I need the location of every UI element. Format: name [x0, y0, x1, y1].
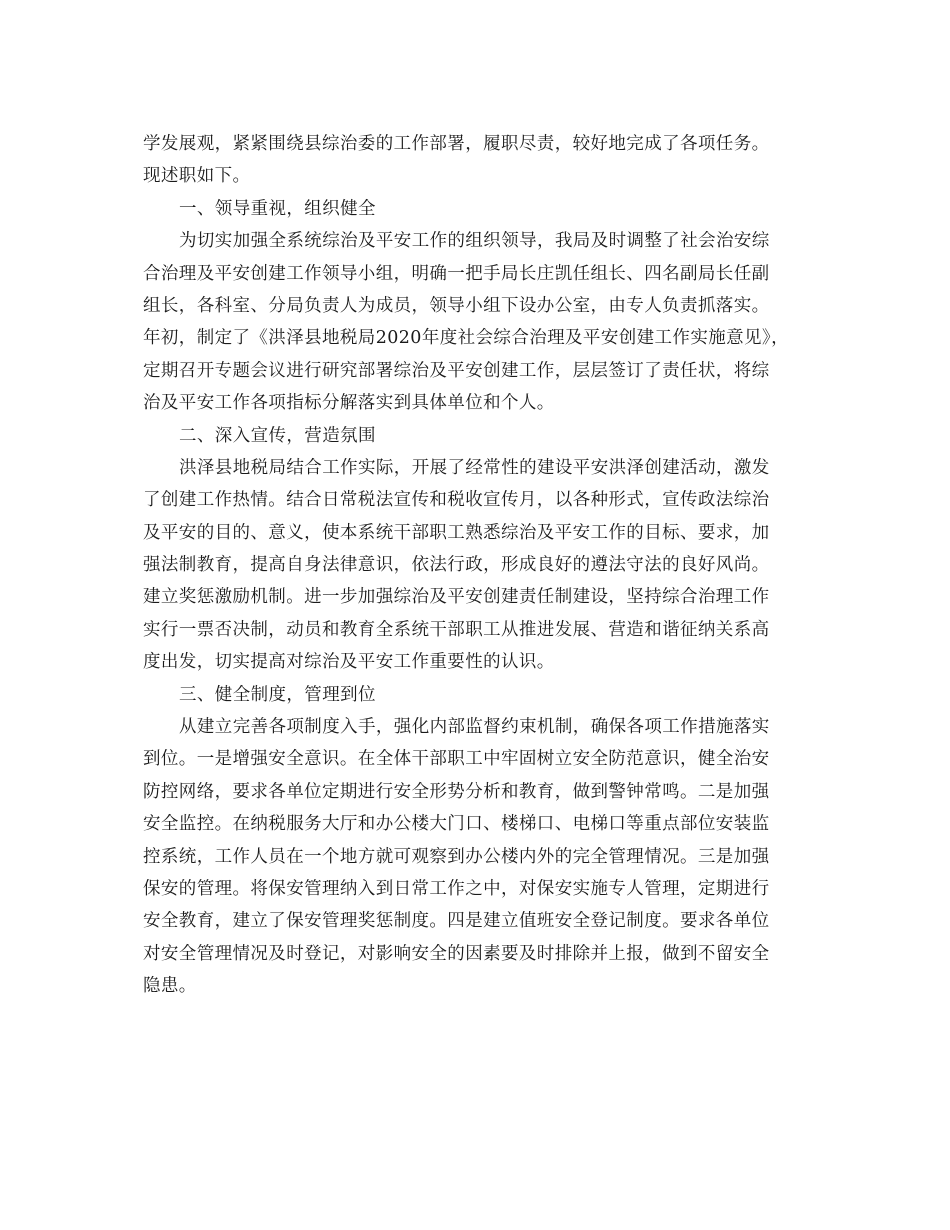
text-line: 了创建工作热情。结合日常税法宣传和税收宣传月，以各种形式，宣传政法综治 [143, 490, 770, 511]
text-line: 及平安的目的、意义，使本系统干部职工熟悉综治及平安工作的目标、要求，加 [143, 522, 770, 543]
section-heading: 一、领导重视，组织健全 [179, 198, 376, 219]
text-line: 现述职如下。 [143, 166, 251, 187]
text-line: 控系统，工作人员在一个地方就可观察到办公楼内外的完全管理情况。三是加强 [143, 846, 770, 867]
text-line: 对安全管理情况及时登记，对影响安全的因素要及时排除并上报，做到不留安全 [143, 943, 770, 964]
text-line: 隐患。 [143, 976, 197, 997]
text-line: 合治理及平安创建工作领导小组，明确一把手局长庄凯任组长、四名副局长任副 [143, 263, 770, 284]
text-line: 洪泽县地税局结合工作实际，开展了经常性的建设平安洪泽创建活动，激发 [179, 457, 770, 478]
text-line: 到位。一是增强安全意识。在全体干部职工中牢固树立安全防范意识，健全治安 [143, 749, 770, 770]
text-line: 为切实加强全系统综治及平安工作的组织领导，我局及时调整了社会治安综 [179, 231, 770, 252]
text-line: 从建立完善各项制度入手，强化内部监督约束机制，确保各项工作措施落实 [179, 717, 770, 738]
text-line: 定期召开专题会议进行研究部署综治及平安创建工作，层层签订了责任状，将综 [143, 360, 770, 381]
text-line: 防控网络，要求各单位定期进行安全形势分析和教育，做到警钟常鸣。二是加强 [143, 781, 770, 802]
document-body [143, 128, 823, 1003]
text-line: 安全教育，建立了保安管理奖惩制度。四是建立值班安全登记制度。要求各单位 [143, 911, 770, 932]
text-line: 学发展观，紧紧围绕县综治委的工作部署，履职尽责，较好地完成了各项任务。 [143, 134, 770, 154]
text-line: 组长，各科室、分局负责人为成员，领导小组下设办公室，由专人负责抓落实。 [143, 295, 770, 316]
text-line: 治及平安工作各项指标分解落实到具体单位和个人。 [143, 393, 555, 414]
text-line: 强法制教育，提高自身法律意识，依法行政，形成良好的遵法守法的良好风尚。 [143, 555, 770, 576]
text-line: 建立奖惩激励机制。进一步加强综治及平安创建责任制建设，坚持综合治理工作 [143, 587, 770, 608]
section-heading: 二、深入宣传，营造氛围 [179, 425, 376, 446]
section-heading: 三、健全制度，管理到位 [179, 684, 376, 705]
text-line: 安全监控。在纳税服务大厅和办公楼大门口、楼梯口、电梯口等重点部位安装监 [143, 814, 770, 835]
text-line: 年初，制定了《洪泽县地税局2020年度社会综合治理及平安创建工作实施意见》， [143, 328, 789, 349]
text-line: 度出发，切实提高对综治及平安工作重要性的认识。 [143, 652, 555, 673]
text-line: 保安的管理。将保安管理纳入到日常工作之中，对保安实施专人管理，定期进行 [143, 878, 770, 899]
text-line: 实行一票否决制，动员和教育全系统干部职工从推进发展、营造和谐征纳关系高 [143, 619, 770, 640]
